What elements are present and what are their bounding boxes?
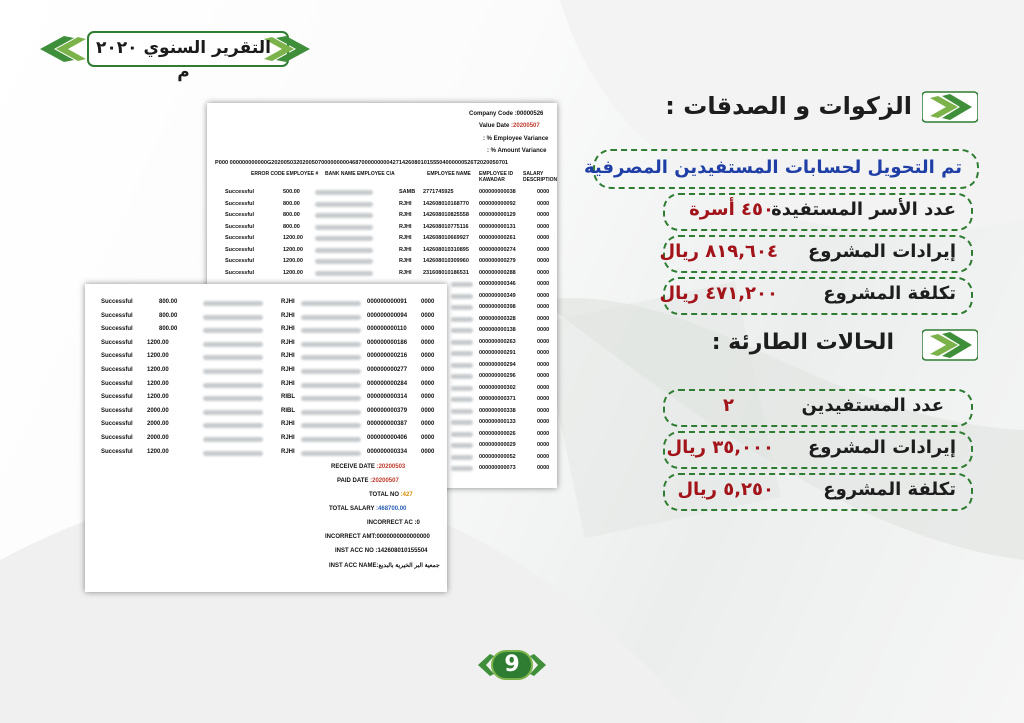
table-row [85, 435, 447, 447]
row-emp-id: 000000000406 [367, 435, 408, 441]
beneficiaries-count-label: عدد المستفيدين [801, 395, 944, 416]
row-account: 142608010310895 [423, 246, 469, 253]
value-date-label: Value Date [479, 123, 510, 129]
company-code-label: Company Code [469, 111, 514, 117]
row-desc: 0000 [537, 304, 550, 310]
row-desc: 0000 [421, 421, 435, 428]
row-desc: 0000 [537, 269, 550, 276]
row-status: Successful [225, 235, 255, 241]
table-row [207, 189, 557, 201]
row-desc: 0000 [537, 373, 550, 379]
redacted-account [451, 351, 473, 356]
emergency-revenue-label: إيرادات المشروع [807, 437, 956, 458]
table-row [207, 270, 557, 282]
table-row [85, 381, 447, 393]
redacted-name [203, 301, 263, 306]
row-account: 142608010309960 [423, 258, 469, 264]
row-desc: 0000 [421, 435, 435, 441]
row-emp-id: 000000000073 [479, 465, 516, 471]
row-emp-id: 000000000038 [479, 189, 516, 195]
col-header-salary: SALARY DESCRIPTION [523, 171, 558, 183]
redacted-account [451, 294, 473, 299]
row-bank: SAMB [399, 189, 416, 195]
row-desc: 0000 [537, 407, 550, 414]
redacted-name [203, 410, 263, 415]
table-row [207, 247, 557, 259]
row-account: 142608010775116 [423, 223, 469, 230]
row-emp-id: 000000000129 [479, 212, 516, 218]
row-amount: 800.00 [283, 212, 300, 218]
redacted-account [451, 455, 473, 460]
table-row [207, 212, 557, 224]
row-amount: 2000.00 [147, 421, 169, 428]
row-amount: 800.00 [159, 312, 178, 319]
row-status: Successful [225, 200, 255, 207]
row-emp-id: 000000000291 [479, 350, 516, 356]
redacted-account [301, 423, 361, 428]
redacted-name [203, 423, 263, 428]
inst-acc-name: INST ACC NAME:جمعية البر الخيرية بالبديع [329, 563, 440, 569]
redacted-account [451, 397, 473, 402]
row-status: Successful [101, 380, 133, 387]
row-amount: 2000.00 [147, 435, 169, 441]
row-bank: RJHI [399, 223, 412, 230]
row-bank: RJHI [281, 312, 295, 319]
row-amount: 1200.00 [283, 269, 303, 276]
row-status: Successful [225, 223, 255, 230]
col-header-bank: BANK NAME EMPLOYEE C/A [325, 171, 395, 177]
redacted-account [451, 328, 473, 333]
redacted-name [203, 451, 263, 456]
row-desc: 0000 [537, 189, 550, 195]
row-status: Successful [225, 269, 255, 276]
incorrect-amt: INCORRECT AMT:0000000000000000 [325, 534, 430, 540]
redacted-account [451, 282, 473, 287]
table-row [85, 340, 447, 352]
redacted-name [203, 396, 263, 401]
total-no-label: TOTAL NO [369, 492, 399, 498]
row-status: Successful [101, 407, 133, 414]
row-desc: 0000 [537, 327, 550, 333]
row-bank: RJHI [281, 448, 295, 455]
file-line: P000 000000000000G20200503202005070000000004687000000000427142608010155504000000526T2020050701 [215, 160, 509, 166]
row-desc: 0000 [537, 338, 550, 345]
row-status: Successful [101, 448, 133, 455]
redacted-account [301, 328, 361, 333]
row-bank: RJHI [281, 367, 295, 373]
row-amount: 800.00 [159, 299, 178, 305]
table-row [85, 313, 447, 325]
project-revenue-label: إيرادات المشروع [807, 241, 956, 262]
row-emp-id: 000000000092 [479, 200, 516, 207]
paid-date-label: PAID DATE [337, 478, 369, 484]
row-emp-id: 000000000133 [479, 419, 516, 425]
row-emp-id: 000000000296 [479, 373, 516, 379]
row-emp-id: 000000000302 [479, 384, 516, 391]
row-status: Successful [225, 212, 255, 218]
row-status: Successful [225, 189, 255, 195]
row-emp-id: 000000000277 [367, 367, 408, 373]
row-status: Successful [101, 353, 133, 360]
row-desc: 0000 [537, 453, 550, 460]
row-emp-id: 000000000110 [367, 326, 407, 333]
row-bank: RJHI [281, 421, 295, 428]
row-emp-id: 000000000314 [367, 394, 408, 401]
row-amount: 1200.00 [283, 235, 303, 241]
row-desc: 0000 [421, 312, 435, 319]
row-emp-id: 000000000288 [479, 269, 516, 276]
row-emp-id: 000000000328 [479, 315, 516, 322]
row-amount: 1200.00 [147, 367, 169, 373]
row-desc: 0000 [421, 299, 435, 305]
redacted-account [301, 451, 361, 456]
row-status: Successful [101, 299, 133, 305]
row-desc: 0000 [421, 407, 435, 414]
row-emp-id: 000000000261 [479, 235, 516, 241]
row-desc: 0000 [537, 361, 550, 368]
row-amount: 1200.00 [147, 339, 169, 346]
employee-variance: : % Employee Variance [483, 136, 549, 142]
table-row [85, 326, 447, 338]
redacted-account [451, 386, 473, 391]
row-emp-id: 000000000274 [479, 246, 516, 253]
zakat-heading: الزكوات و الصدقات : [665, 92, 912, 120]
value-date: :20200507 [511, 123, 540, 129]
row-desc: 0000 [421, 339, 435, 346]
redacted-name [315, 190, 373, 195]
beneficiaries-count-value: ٢ [723, 395, 734, 416]
row-desc: 0000 [537, 212, 550, 218]
transfer-note: تم التحويل لحسابات المستفيدين المصرفية [583, 157, 962, 178]
report-title: التقرير السنوي ٢٠٢٠ م [96, 38, 271, 82]
page-number: 9 [504, 652, 520, 677]
row-status: Successful [225, 258, 255, 264]
row-account: 142608010825558 [423, 212, 469, 218]
row-emp-id: 000000000294 [479, 361, 516, 368]
row-status: Successful [101, 421, 133, 428]
col-header-error: ERROR CODE EMPLOYEE # [251, 171, 319, 177]
row-bank: RJHI [281, 435, 295, 441]
redacted-account [451, 340, 473, 345]
redacted-account [301, 355, 361, 360]
row-desc: 0000 [421, 353, 435, 360]
emergency-heading: الحالات الطارئة : [711, 330, 894, 355]
redacted-account [451, 466, 473, 471]
row-emp-id: 000000000091 [367, 299, 408, 305]
row-desc: 0000 [537, 430, 550, 437]
redacted-name [203, 328, 263, 333]
table-row [85, 394, 447, 406]
redacted-account [301, 342, 361, 347]
row-desc: 0000 [537, 350, 550, 356]
row-bank: RJHI [281, 299, 295, 305]
project-cost-label: تكلفة المشروع [823, 283, 956, 304]
receive-date-label: RECEIVE DATE [331, 464, 375, 470]
amount-variance: : % Amount Variance [487, 148, 547, 154]
row-emp-id: 000000000186 [367, 339, 408, 346]
bank-statement-front-sheet [85, 284, 447, 592]
redacted-account [451, 305, 473, 310]
table-row [85, 299, 447, 311]
emergency-cost-label: تكلفة المشروع [823, 479, 956, 500]
row-desc: 0000 [537, 419, 550, 425]
row-desc: 0000 [421, 380, 435, 387]
row-account: 142608010669927 [423, 235, 469, 241]
table-row [85, 367, 447, 379]
leaf-ornament-icon [922, 326, 978, 364]
redacted-name [203, 369, 263, 374]
row-emp-id: 000000000387 [367, 421, 408, 428]
table-row [207, 224, 557, 236]
row-desc: 0000 [537, 246, 550, 253]
emergency-cost-value: ٥,٢٥٠ ريال [677, 479, 774, 500]
row-amount: 800.00 [283, 200, 300, 207]
row-bank: RJHI [281, 326, 295, 333]
row-emp-id: 000000000279 [479, 258, 516, 264]
row-emp-id: 000000000131 [479, 223, 516, 230]
row-emp-id: 000000000371 [479, 396, 516, 402]
row-amount: 1200.00 [147, 448, 169, 455]
redacted-name [203, 383, 263, 388]
row-emp-id: 000000000349 [479, 292, 516, 299]
total-salary-label: TOTAL SALARY [329, 506, 375, 512]
redacted-account [451, 409, 473, 414]
row-bank: RJHI [399, 212, 412, 218]
row-account: 231608010186531 [423, 269, 469, 276]
beneficiary-families-label: عدد الأسر المستفيدة [771, 199, 956, 220]
redacted-account [301, 437, 361, 442]
row-amount: 500.00 [283, 189, 300, 195]
table-row [85, 353, 447, 365]
row-status: Successful [101, 326, 133, 333]
redacted-account [451, 443, 473, 448]
row-status: Successful [101, 435, 133, 441]
row-bank: RJHI [399, 246, 412, 253]
row-bank: RIBL [281, 407, 295, 414]
col-header-name: EMPLOYEE NAME [427, 171, 471, 177]
row-emp-id: 000000000338 [479, 407, 516, 414]
row-bank: RJHI [399, 258, 412, 264]
redacted-account [451, 317, 473, 322]
row-desc: 0000 [537, 315, 550, 322]
row-emp-id: 000000000398 [479, 304, 516, 310]
table-row [207, 201, 557, 213]
row-amount: 1200.00 [147, 353, 169, 360]
table-row [85, 449, 447, 461]
redacted-account [301, 410, 361, 415]
row-desc: 0000 [537, 292, 550, 299]
row-bank: RJHI [399, 235, 412, 241]
row-emp-id: 000000000094 [367, 312, 408, 319]
receive-date: :20200503 [376, 464, 406, 470]
row-emp-id: 000000000216 [367, 353, 408, 360]
table-row [207, 235, 557, 247]
col-header-kawadar: EMPLOYEE ID KAWADAR [479, 171, 514, 183]
row-desc: 0000 [537, 384, 550, 391]
redacted-account [451, 420, 473, 425]
row-desc: 0000 [421, 367, 435, 373]
redacted-account [301, 396, 361, 401]
row-bank: RIBL [281, 394, 295, 401]
row-emp-id: 000000000052 [479, 453, 516, 460]
total-no: :427 [400, 492, 413, 498]
row-bank: RJHI [399, 200, 412, 207]
row-desc: 0000 [537, 281, 550, 287]
redacted-account [451, 432, 473, 437]
row-status: Successful [101, 367, 133, 373]
redacted-account [451, 363, 473, 368]
row-amount: 800.00 [159, 326, 178, 333]
row-emp-id: 000000000284 [367, 380, 408, 387]
project-cost-value: ٤٧١,٢٠٠ ريال [659, 283, 778, 304]
row-emp-id: 000000000334 [367, 448, 408, 455]
row-status: Successful [225, 246, 255, 253]
row-desc: 0000 [537, 223, 550, 230]
row-amount: 2000.00 [147, 407, 169, 414]
redacted-account [451, 374, 473, 379]
row-desc: 0000 [421, 448, 435, 455]
row-status: Successful [101, 339, 133, 346]
emergency-revenue-value: ٣٥,٠٠٠ ريال [666, 437, 774, 458]
leaf-ornament-icon [922, 88, 978, 126]
redacted-name [315, 225, 373, 230]
row-desc: 0000 [537, 200, 550, 207]
redacted-name [203, 342, 263, 347]
row-emp-id: 000000000379 [367, 407, 408, 414]
row-emp-id: 000000000346 [479, 281, 516, 287]
row-desc: 0000 [537, 465, 550, 471]
paid-date: :20200507 [370, 478, 399, 484]
table-row [207, 258, 557, 270]
row-desc: 0000 [421, 326, 435, 333]
row-account: 2771745925 [423, 189, 454, 195]
front-sheet-rows [85, 299, 447, 469]
redacted-name [203, 315, 263, 320]
row-bank: RJHI [281, 339, 295, 346]
row-bank: RJHI [281, 380, 295, 387]
row-amount: 1200.00 [283, 258, 303, 264]
row-desc: 0000 [537, 258, 550, 264]
inst-acc-no: INST ACC NO :142608010155504 [335, 548, 428, 554]
redacted-account [301, 315, 361, 320]
total-salary: :468700.00 [376, 506, 407, 512]
redacted-name [315, 248, 373, 253]
redacted-name [315, 271, 373, 276]
row-emp-id: 000000000029 [479, 442, 516, 448]
row-amount: 800.00 [283, 223, 300, 230]
redacted-name [315, 213, 373, 218]
row-amount: 1200.00 [147, 394, 169, 401]
redacted-name [203, 437, 263, 442]
row-desc: 0000 [537, 396, 550, 402]
row-amount: 1200.00 [147, 380, 169, 387]
redacted-account [301, 301, 361, 306]
beneficiary-families-value: ٤٥٠ أسرة [689, 199, 774, 220]
row-desc: 0000 [537, 442, 550, 448]
table-row [85, 408, 447, 420]
table-row [85, 421, 447, 433]
redacted-name [315, 236, 373, 241]
row-bank: RJHI [281, 353, 295, 360]
row-amount: 1200.00 [283, 246, 303, 253]
redacted-name [203, 355, 263, 360]
row-status: Successful [101, 312, 133, 319]
row-desc: 0000 [421, 394, 435, 401]
redacted-name [315, 202, 373, 207]
row-emp-id: 000000000138 [479, 327, 516, 333]
incorrect-ac: INCORRECT AC :0 [367, 520, 420, 526]
row-bank: RJHI [399, 269, 412, 276]
company-code: :00000526 [514, 111, 544, 117]
row-desc: 0000 [537, 235, 550, 241]
redacted-name [315, 259, 373, 264]
row-account: 142608010168770 [423, 200, 469, 207]
row-status: Successful [101, 394, 133, 401]
redacted-account [301, 369, 361, 374]
row-emp-id: 000000000263 [479, 338, 516, 345]
redacted-account [301, 383, 361, 388]
row-emp-id: 000000000026 [479, 430, 516, 437]
project-revenue-value: ٨١٩,٦٠٤ ريال [659, 241, 778, 262]
